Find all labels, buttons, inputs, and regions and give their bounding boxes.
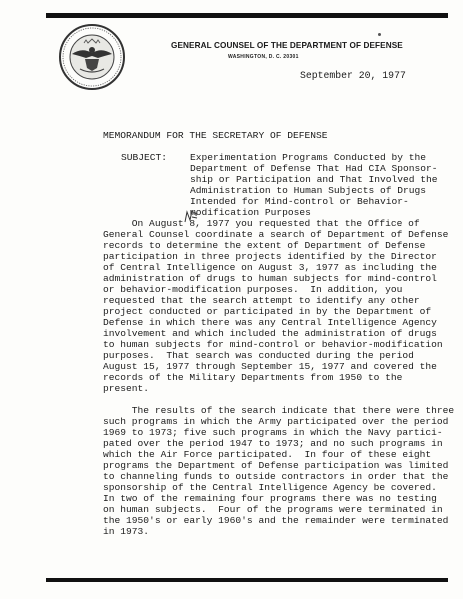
paragraph-1-line: records to determine the extent of Department of Defense: [103, 240, 426, 251]
paragraph-2-line: such programs in which the Army participated over the period: [103, 416, 449, 427]
paragraph-2-line: programs the Department of Defense participation was limited: [103, 460, 449, 471]
subject-line: modification Purposes: [190, 207, 311, 218]
paragraph-1-line: August 15, 1977 through September 15, 1977 and covered the: [103, 361, 437, 372]
paragraph-2-line: in 1973.: [103, 526, 150, 537]
department-of-defense-seal: [58, 23, 126, 91]
paragraph-1-line: administration of drugs to human subjects for mind-control: [103, 273, 437, 284]
memo-addressee: MEMORANDUM FOR THE SECRETARY OF DEFENSE: [103, 130, 328, 141]
subject-line: Department of Defense That Had CIA Sponsor-: [190, 163, 438, 174]
letterhead-agency: GENERAL COUNSEL OF THE DEPARTMENT OF DEFENSE: [171, 41, 403, 50]
paragraph-2-line: on human subjects. Four of the programs were terminated in: [103, 504, 443, 515]
paragraph-2-line: In two of the remaining four programs there was no testing: [103, 493, 437, 504]
memo-date: September 20, 1977: [300, 70, 406, 81]
subject-line: Administration to Human Subjects of Drugs: [190, 185, 427, 196]
paragraph-2-line: 1969 to 1973; five such programs in which the Navy partici-: [103, 427, 443, 438]
paragraph-1-line: Defense in which there was any Central Intelligence Agency: [103, 317, 437, 328]
subject-line: Intended for Mind-control or Behavior-: [190, 196, 409, 207]
paragraph-1-line: On August 8, 1977 you requested that the Office of: [103, 218, 420, 229]
paragraph-1-line: of Central Intelligence on August 3, 1977 as including the: [103, 262, 437, 273]
paragraph-1-line: or behavior-modification purposes. In addition, you: [103, 284, 403, 295]
paragraph-1-line: requested that the search attempt to identify any other: [103, 295, 420, 306]
paragraph-1-line: involvement and which included the administration of drugs: [103, 328, 437, 339]
paragraph-1-line: General Counsel coordinate a search of Department of Defense: [103, 229, 449, 240]
paragraph-2-line: which the Air Force participated. In four of these eight: [103, 449, 432, 460]
paragraph-1-line: project conducted or participated in by the Department of: [103, 306, 432, 317]
paragraph-2-line: sponsorship of the Central Intelligence Agency be covered.: [103, 482, 437, 493]
scan-speck: [378, 33, 381, 36]
paragraph-1-line: present.: [103, 383, 150, 394]
bottom-rule: [46, 578, 448, 582]
subject-line: Experimentation Programs Conducted by the: [190, 152, 427, 163]
top-rule: [46, 13, 448, 18]
paragraph-2-line: to channeling funds to outside contractors in order that the: [103, 471, 449, 482]
paragraph-1-line: to human subjects for mind-control or behavior-modification: [103, 339, 443, 350]
paragraph-2-line: pated over the period 1947 to 1973; and no such programs in: [103, 438, 443, 449]
paragraph-1-line: participation in three projects identified by the Director: [103, 251, 437, 262]
letterhead-city: WASHINGTON, D. C. 20301: [228, 54, 299, 60]
subject-line: ship or Participation and That Involved the: [190, 174, 438, 185]
paragraph-1-line: records of the Military Departments from 1950 to the: [103, 372, 403, 383]
paragraph-2-line: The results of the search indicate that there were three: [103, 405, 455, 416]
paragraph-1-line: purposes. That search was conducted during the period: [103, 350, 414, 361]
paragraph-2-line: the 1950's or early 1960's and the remainder were terminated: [103, 515, 449, 526]
subject-label: SUBJECT:: [121, 152, 168, 163]
